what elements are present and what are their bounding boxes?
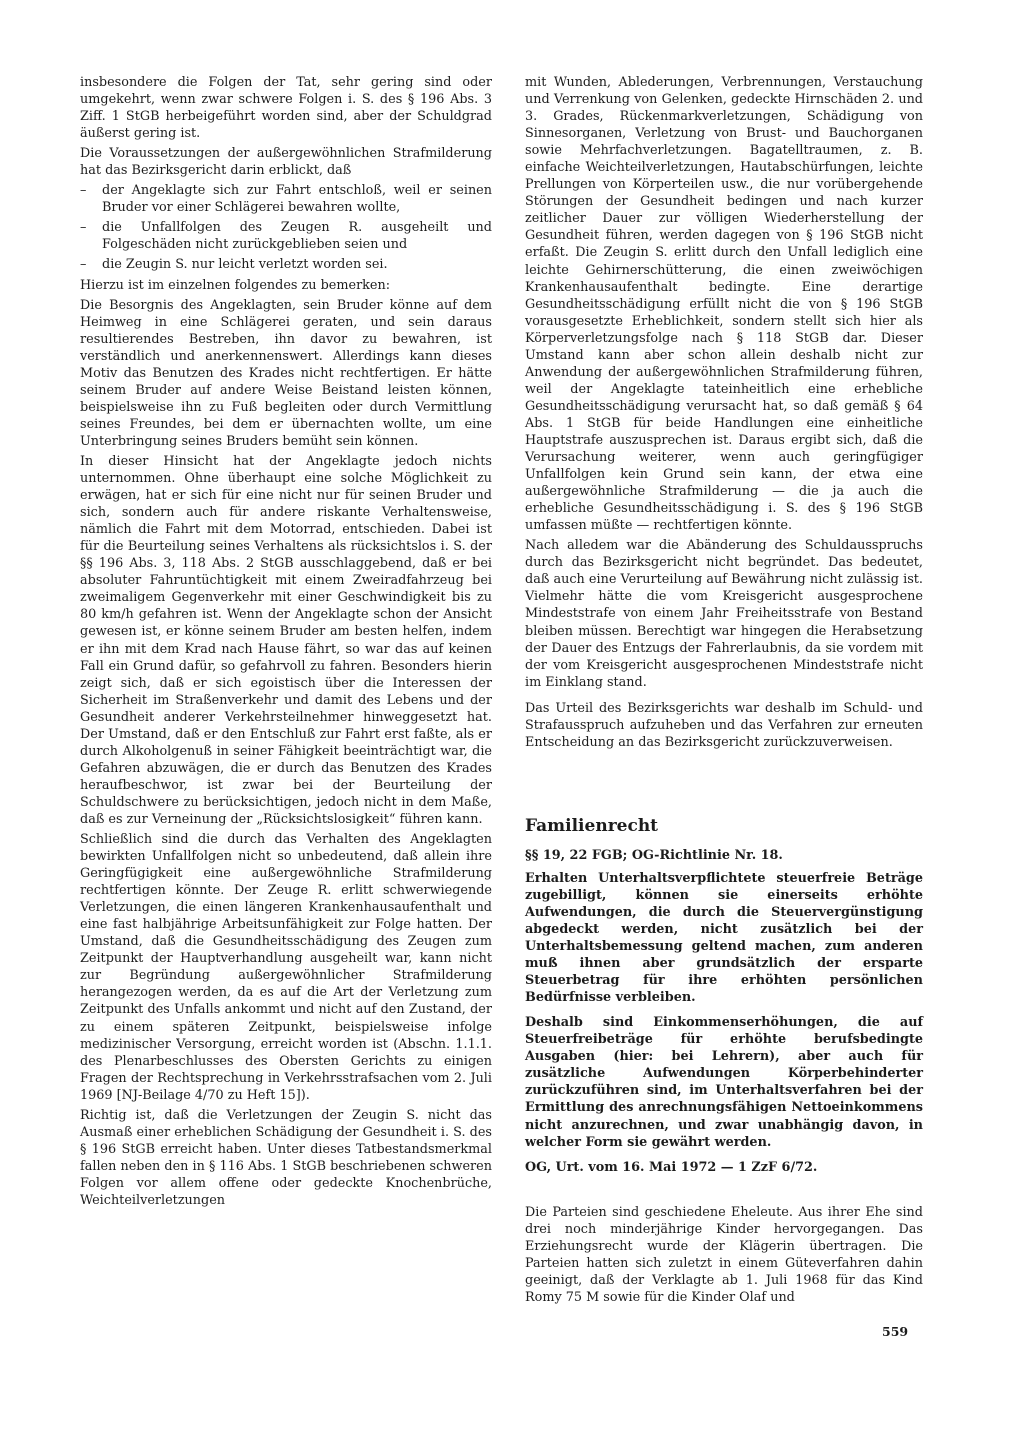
paragraph: Das Urteil des Bezirksgerichts war deshalb im Schuld- und Strafausspruch aufzuheben und das Verfahren zur erneuten Entscheidung an das Bezirksgericht zurückzuverweisen.	[525, 700, 923, 750]
paragraph: Richtig ist, daß die Verletzungen der Zeugin S. nicht das Ausmaß einer erheblichen Schädigung der Gesundheit i. S. des § 196 StGB erreicht haben. Unter dieses Tatbestandsmerkmal fallen neben den in § 116 Abs. 1 StGB beschriebenen schweren Folgen vor allem offene oder gedeckte Knochenbrüche, Weichteilverletzungen	[80, 1107, 492, 1208]
paragraph: Nach alledem war die Abänderung des Schuldausspruchs durch das Bezirksgericht nicht begründet. Das bedeutet, daß auch eine Verurteilung auf Bewährung nicht zulässig ist. Vielmehr hätte die vom Kreisgericht ausgesprochene Mindeststrafe von einem Jahr Freiheitsstrafe von Bestand bleiben müssen. Berechtigt war hingegen die Herabsetzung der Dauer des Entzugs der Fahrerlaubnis, da sie vordem mit der vom Kreisgericht ausgesprochenen Mindeststrafe nicht im Einklang stand.	[525, 538, 923, 690]
paragraph: insbesondere die Folgen der Tat, sehr gering sind oder umgekehrt, wenn zwar schwere Folgen i. S. des § 196 Abs. 3 Ziff. 1 StGB herbeigeführt worden sind, aber der Schuldgrad äußerst gering ist.	[80, 75, 492, 142]
list-item: – die Unfallfolgen des Zeugen R. ausgeheilt und Folgeschäden nicht zurückgeblieben seien und	[80, 219, 492, 253]
paragraph: Die Parteien sind geschiedene Eheleute. Aus ihrer Ehe sind drei noch minderjährige Kinder hervorgegangen. Das Erziehungsrecht wurde der Klägerin übertragen. Die Parteien hatten sich zuletzt in einem Güteverfahren dahin geeinigt, daß der Verklagte ab 1. Juli 1968 für das Kind Romy 75 M sowie für die Kinder Olaf und	[525, 1204, 923, 1305]
paragraph: Hierzu ist im einzelnen folgendes zu bemerken:	[80, 277, 391, 293]
paragraph: mit Wunden, Ablederungen, Verbrennungen, Verstauchung und Verrenkung von Gelenken, gedeckte Hirnschäden 2. und 3. Grades, Rückenmarkverletzungen, Schädigung von Sinnesorganen, Verletzung von Brust- und Bauchorganen sowie Mehrfachverletzungen. Bagatelltraumen, z. B. einfache Weichteilverletzungen, Hautabschürfungen, leichte Prellungen von Körperteilen usw., die nur vorübergehende Störungen der Gesundheit bedingen und nach kurzer zeitlicher Dauer zur völligen Wiederherstellung der Gesundheit führen, werden dagegen von § 196 StGB nicht erfaßt. Die Zeugin S. erlitt durch den Unfall lediglich eine leichte Gehirnerschütterung, die einen zweiwöchigen Krankenhausaufenthalt bedingte. Eine derartige Gesundheitsschädigung erfüllt nicht die von § 196 StGB vorausgesetzte Erheblichkeit, sondern stellt sich hier als Körperverletzungsfolge nach § 118 StGB dar. Dieser Umstand kann aber schon allein deshalb nicht zur Anwendung der außergewöhnlichen Strafmilderung führen, weil der Angeklagte tateinheitlich eine erhebliche Gesundheitsschädigung verursacht hat, so daß gemäß § 64 Abs. 1 StGB für beide Handlungen eine einheitliche Hauptstrafe auszusprechen ist. Daraus ergibt sich, daß die Verursachung weiterer, wenn auch geringfügiger Unfallfolgen kein Grund sein kann, der etwa eine außergewöhnliche Strafmilderung — die ja auch die erhebliche Gesundheitsschädigung i. S. des § 196 StGB umfassen müßte — rechtfertigen könnte.	[525, 75, 923, 534]
court-citation: OG, Urt. vom 16. Mai 1972 — 1 ZzF 6/72.	[525, 1159, 818, 1175]
right-column	[525, 74, 923, 1306]
list-item: – der Angeklagte sich zur Fahrt entschloß, weil er seinen Bruder vor einer Schlägerei bewahren wollte,	[80, 182, 492, 216]
section-title: Familienrecht	[525, 815, 659, 836]
legal-reference: §§ 19, 22 FGB; OG-Richtlinie Nr. 18.	[525, 847, 783, 863]
paragraph: In dieser Hinsicht hat der Angeklagte jedoch nichts unternommen. Ohne überhaupt eine solche Möglichkeit zu erwägen, hat er sich für eine nicht nur für seinen Bruder und sich, sondern auch für andere riskante Verhaltensweise, nämlich die Fahrt mit dem Motorrad, entschieden. Dabei ist für die Beurteilung seines Verhaltens als rücksichtslos i. S. der §§ 196 Abs. 3, 118 Abs. 2 StGB ausschlaggebend, daß er bei absoluter Fahruntüchtigkeit mit einem Zweiradfahrzeug bei zweimaligem Gegenverkehr mit einer Geschwindigkeit bis zu 80 km/h gefahren ist. Wenn der Angeklagte schon der Ansicht gewesen ist, er könne seinem Bruder am besten helfen, indem er ihn mit dem Krad nach Hause fährt, so war das auf keinen Fall ein Grund dafür, so gefahrvoll zu fahren. Besonders hierin zeigt sich, daß er sich egoistisch über die Interessen der Sicherheit im Straßenverkehr und damit des Lebens und der Gesundheit anderer Verkehrsteilnehmer hinweggesetzt hat. Der Umstand, daß er den Entschluß zur Fahrt erst faßte, als er durch Alkoholgenuß in seiner Fähigkeit beeinträchtigt war, die Gefahren abzuwägen, die er durch das Benutzen des Krades heraufbeschwor, ist zwar bei der Beurteilung der Schuldschwere zu berücksichtigen, jedoch nicht in dem Maße, daß es zur Verneinung der „Rücksichtslosigkeit“ führen kann.	[80, 453, 492, 827]
paragraph: Die Besorgnis des Angeklagten, sein Bruder könne auf dem Heimweg in eine Schlägerei geraten, und sein daraus resultierendes Bestreben, ihn davor zu bewahren, ist verständlich und anerkennenswert. Allerdings kann dieses Motiv das Benutzen des Krades nicht rechtfertigen. Er hätte seinem Bruder auf andere Weise Beistand leisten können, beispielsweise ihn zu Fuß begleiten oder durch Vermittlung seines Freundes, bei dem er übernachten wollte, um eine Unterbringung seines Bruders bemüht sein können.	[80, 297, 492, 449]
paragraph: Schließlich sind die durch das Verhalten des Angeklagten bewirkten Unfallfolgen nicht so unbedeutend, daß allein ihre Geringfügigkeit eine außergewöhnliche Strafmilderung rechtfertigen könnte. Der Zeuge R. erlitt schwerwiegende Verletzungen, die einen längeren Krankenhausaufenthalt und eine fast halbjährige Arbeitsunfähigkeit zur Folge hatten. Der Umstand, daß die Gesundheitsschädigung des Zeugen zum Zeitpunkt der Hauptverhandlung ausgeheilt war, kann nicht zur Begründung außergewöhnlicher Strafmilderung herangezogen werden, da es auf die Art der Verletzung zum Zeitpunkt des Unfalls ankommt und nicht auf den Zustand, der zu einem späteren Zeitpunkt, beispielsweise infolge medizinischer Versorgung, erreicht worden ist (Abschn. 1.1.1. des Plenarbeschlusses des Obersten Gerichts zu einigen Fragen der Rechtsprechung in Verkehrsstrafsachen vom 2. Juli 1969 [NJ-Beilage 4/70 zu Heft 15]).	[80, 832, 492, 1103]
page-number: 559	[882, 1324, 909, 1339]
left-column	[80, 74, 492, 1212]
headnote: Deshalb sind Einkommenserhöhungen, die auf Steuerfreibeträge für erhöhte berufsbedingte Ausgaben (hier: bei Lehrern), aber auch für zusätzliche Aufwendungen Körperbehinderter zurückzuführen sind, im Unterhaltsverfahren bei der Ermittlung des anrechnungsfähigen Nettoeinkommens nicht anzurechnen, und zwar unabhängig davon, in welcher Form sie gewährt werden.	[525, 1015, 923, 1150]
bullet-list	[80, 182, 492, 273]
list-item: – die Zeugin S. nur leicht verletzt worden sei.	[80, 256, 492, 273]
headnote: Erhalten Unterhaltsverpflichtete steuerfreie Beträge zugebilligt, können sie einerseits erhöhte Aufwendungen, die durch die Steuervergünstigung abgedeckt werden, nicht zusätzlich bei der Unterhaltsbemessung geltend machen, zum anderen muß ihnen aber grundsätzlich der ersparte Steuerbetrag für ihre erhöhten persönlichen Bedürfnisse verbleiben.	[525, 870, 923, 1006]
paragraph: Die Voraussetzungen der außergewöhnlichen Strafmilderung hat das Bezirksgericht darin erblickt, daß	[80, 146, 492, 179]
